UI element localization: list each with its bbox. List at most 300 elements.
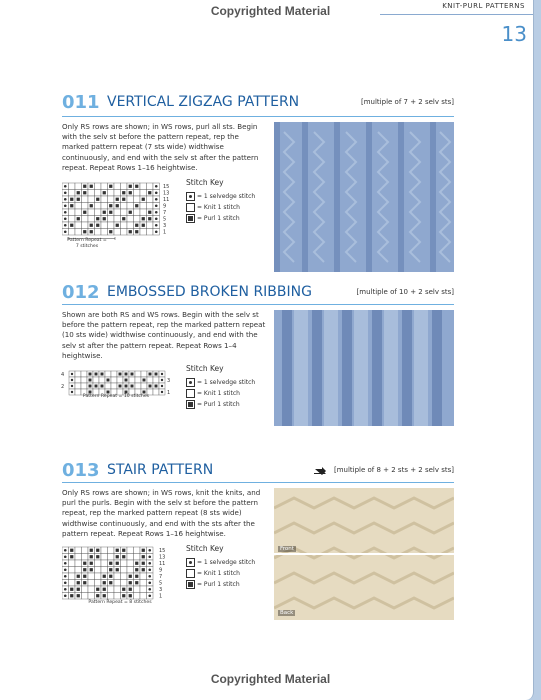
purl-symbol-icon	[135, 204, 138, 207]
purl-symbol-icon	[96, 198, 99, 201]
purl-symbol-icon	[116, 204, 119, 207]
chart-cell	[88, 580, 95, 587]
row-number: 9	[163, 203, 167, 210]
selvedge-symbol-icon	[64, 575, 67, 578]
purl-symbol-icon	[109, 581, 112, 584]
chart-cell	[95, 229, 102, 236]
copyright-notice-top: Copyrighted Material	[210, 4, 331, 18]
stitch-key	[186, 364, 255, 410]
purl-symbol-icon	[103, 588, 106, 591]
selvedge-symbol-icon	[64, 568, 67, 571]
copyright-notice-bottom: Copyrighted Material	[210, 672, 331, 686]
chart-cell	[140, 580, 147, 587]
chart-cell	[108, 190, 115, 197]
chart-cell	[108, 554, 115, 561]
purl-symbol-icon	[96, 224, 99, 227]
chart-cell	[108, 586, 115, 593]
selvedge-symbol-icon	[148, 568, 151, 571]
row-number: 1	[167, 390, 171, 396]
purl-symbol-icon	[186, 580, 195, 589]
purl-symbol-icon	[83, 562, 86, 565]
chart-cell	[108, 216, 115, 223]
chart-cell	[114, 209, 121, 216]
row-number: 13	[159, 554, 166, 561]
chart-cell	[140, 586, 147, 593]
key-row-purl: = Purl 1 stitch	[186, 213, 255, 224]
purl-symbol-icon	[90, 224, 93, 227]
stitch-key	[186, 544, 255, 590]
purl-symbol-icon	[125, 373, 128, 376]
selvedge-symbol-icon	[64, 230, 67, 233]
photo-label-front: Front	[280, 546, 294, 552]
purl-symbol-icon	[122, 191, 125, 194]
selvedge-symbol-icon	[161, 391, 163, 393]
purl-symbol-icon	[119, 373, 122, 376]
selvedge-symbol-icon	[155, 230, 158, 233]
row-number: 11	[163, 197, 170, 203]
stitch-key-title: Stitch Key	[186, 544, 224, 553]
purl-symbol-icon	[70, 204, 73, 207]
chart-cell	[108, 593, 115, 600]
purl-symbol-icon	[103, 575, 106, 578]
purl-symbol-icon	[70, 549, 73, 552]
chart-cell	[88, 216, 95, 223]
selvedge-symbol-icon	[161, 379, 163, 381]
purl-symbol-icon	[70, 198, 73, 201]
purl-symbol-icon	[95, 385, 98, 388]
pattern-repeat-label: Pattern Repeat = 8 stitches	[88, 600, 152, 605]
chart-cell	[69, 560, 76, 567]
purl-symbol-icon	[77, 191, 80, 194]
chart-cell	[95, 190, 102, 197]
selvedge-symbol-icon	[155, 185, 158, 188]
selvedge-symbol-icon	[64, 211, 67, 214]
chart-cell	[95, 203, 102, 210]
chart-cell	[114, 593, 121, 600]
title-rule	[62, 116, 454, 117]
chart-cell	[147, 222, 154, 229]
chart-cell	[82, 196, 89, 203]
chart-cell	[81, 377, 87, 383]
purl-symbol-icon	[103, 594, 106, 597]
row-number: 7	[159, 574, 163, 580]
chart-cell	[134, 209, 141, 216]
chart-cell	[95, 209, 102, 216]
pattern-description: Only RS rows are shown; in WS rows, knit the knits, and purl the purls. Begin with the selv st before the pattern repeat, rep the marked pattern repeat (8 sts wide) widthwise continuously, and end with the sts after the pattern repeat. Repeat Rows 1–16 heightwise.	[62, 488, 261, 538]
chart-cell	[75, 203, 82, 210]
selvedge-symbol-icon	[71, 373, 73, 375]
chart-cell	[75, 371, 81, 377]
chart-cell	[101, 560, 108, 567]
purl-symbol-icon	[142, 568, 145, 571]
purl-symbol-icon	[148, 191, 151, 194]
chart-cell	[114, 190, 121, 197]
chart-cell	[101, 554, 108, 561]
knit-symbol-icon	[186, 389, 195, 398]
chart-cell	[75, 383, 81, 389]
chart-cell	[69, 190, 76, 197]
chart-cell	[88, 573, 95, 580]
chart-cell	[105, 371, 111, 377]
row-number: 1	[159, 593, 163, 600]
key-row-knit: = Knit 1 stitch	[186, 202, 255, 213]
pattern-number: 011	[62, 92, 100, 113]
chart-cell	[121, 209, 128, 216]
purl-symbol-icon	[83, 185, 86, 188]
purl-symbol-icon	[89, 385, 92, 388]
row-number: 1	[163, 229, 167, 236]
pattern-number: 013	[62, 460, 100, 481]
chart-cell	[69, 183, 76, 190]
chart-cell	[127, 547, 134, 554]
chart-cell	[108, 547, 115, 554]
selvedge-symbol-icon	[155, 191, 158, 194]
purl-symbol-icon	[109, 568, 112, 571]
chart-cell	[95, 580, 102, 587]
purl-symbol-icon	[109, 230, 112, 233]
purl-symbol-icon	[135, 185, 138, 188]
selvedge-symbol-icon	[71, 391, 73, 393]
chart-cell	[114, 183, 121, 190]
knit-symbol-icon	[186, 569, 195, 578]
chart-cell	[134, 593, 141, 600]
key-row-selvedge: = 1 selvedge stitch	[186, 557, 255, 568]
selvedge-symbol-icon	[155, 198, 158, 201]
chart-cell	[127, 560, 134, 567]
purl-symbol-icon	[149, 385, 152, 388]
key-row-purl: = Purl 1 stitch	[186, 399, 255, 410]
chart-cell	[127, 222, 134, 229]
chart-cell	[140, 190, 147, 197]
stitch-key-title: Stitch Key	[186, 178, 224, 187]
purl-symbol-icon	[155, 385, 158, 388]
purl-symbol-icon	[116, 562, 119, 565]
chart-cell	[140, 209, 147, 216]
chart-cell	[127, 216, 134, 223]
chart-cell	[147, 196, 154, 203]
chart-cell	[101, 183, 108, 190]
knit-swatch-photo	[274, 488, 454, 620]
chart-cell	[69, 573, 76, 580]
selvedge-symbol-icon	[155, 211, 158, 214]
purl-symbol-icon	[90, 568, 93, 571]
purl-symbol-icon	[103, 217, 106, 220]
purl-symbol-icon	[109, 575, 112, 578]
purl-symbol-icon	[122, 217, 125, 220]
selvedge-symbol-icon	[64, 185, 67, 188]
chart-cell	[141, 371, 147, 377]
selvedge-symbol-icon	[148, 562, 151, 565]
chart-cell	[121, 580, 128, 587]
selvedge-symbol-icon	[71, 385, 73, 387]
purl-symbol-icon	[119, 385, 122, 388]
selvedge-symbol-icon	[155, 217, 158, 220]
chart-cell	[134, 216, 141, 223]
selvedge-symbol-icon	[64, 594, 67, 597]
pattern-title: VERTICAL ZIGZAG PATTERN	[107, 94, 300, 110]
chart-cell	[147, 183, 154, 190]
chart-cell	[75, 560, 82, 567]
purl-symbol-icon	[109, 185, 112, 188]
purl-symbol-icon	[129, 191, 132, 194]
knit-swatch-photo	[274, 122, 454, 272]
purl-symbol-icon	[142, 198, 145, 201]
chart-cell	[82, 216, 89, 223]
selvedge-symbol-icon	[148, 555, 151, 558]
chart-cell	[69, 580, 76, 587]
pattern-repeat-label: Pattern Repeat = 10 stitches	[82, 394, 150, 399]
chart-cell	[114, 229, 121, 236]
chart-cell	[121, 203, 128, 210]
key-row-selvedge: = 1 selvedge stitch	[186, 377, 255, 388]
chart-cell	[75, 183, 82, 190]
row-number: 3	[167, 378, 171, 384]
purl-symbol-icon	[96, 588, 99, 591]
chart-cell	[101, 547, 108, 554]
purl-symbol-icon	[107, 379, 110, 382]
pattern-013-heading	[62, 460, 454, 482]
chart-cell	[134, 586, 141, 593]
purl-symbol-icon	[95, 373, 98, 376]
purl-symbol-icon	[116, 555, 119, 558]
selvedge-symbol-icon	[161, 373, 163, 375]
purl-symbol-icon	[70, 594, 73, 597]
chart-cell	[82, 593, 89, 600]
purl-symbol-icon	[83, 575, 86, 578]
purl-symbol-icon	[186, 214, 195, 223]
purl-symbol-icon	[77, 217, 80, 220]
pattern-multiple: [multiple of 8 + 2 sts + 2 selv sts]	[333, 466, 454, 474]
chart-cell	[75, 567, 82, 574]
chart-cell	[129, 377, 135, 383]
purl-symbol-icon	[90, 230, 93, 233]
purl-symbol-icon	[135, 575, 138, 578]
purl-symbol-icon	[116, 568, 119, 571]
selvedge-symbol-icon	[161, 385, 163, 387]
purl-symbol-icon	[109, 562, 112, 565]
chart-cell	[114, 573, 121, 580]
key-row-selvedge: = 1 selvedge stitch	[186, 191, 255, 202]
purl-symbol-icon	[142, 555, 145, 558]
purl-symbol-icon	[148, 211, 151, 214]
chart-cell	[114, 580, 121, 587]
stitch-key	[186, 178, 255, 224]
purl-symbol-icon	[142, 562, 145, 565]
purl-symbol-icon	[149, 373, 152, 376]
purl-symbol-icon	[125, 379, 128, 382]
chart-cell	[140, 593, 147, 600]
purl-symbol-icon	[103, 191, 106, 194]
chart-cell	[82, 203, 89, 210]
purl-symbol-icon	[129, 594, 132, 597]
selvedge-symbol-icon	[155, 224, 158, 227]
row-number: 3	[159, 587, 163, 593]
pattern-title: EMBOSSED BROKEN RIBBING	[107, 284, 312, 300]
selvedge-symbol-icon	[186, 192, 195, 201]
purl-symbol-icon	[155, 373, 158, 376]
chart-cell	[99, 377, 105, 383]
row-number: 2	[61, 384, 65, 390]
chart-cell	[121, 222, 128, 229]
purl-symbol-icon	[116, 198, 119, 201]
chart-cell	[75, 377, 81, 383]
purl-symbol-icon	[77, 594, 80, 597]
row-number: 11	[159, 561, 166, 567]
chart-cell	[135, 371, 141, 377]
chart-cell	[101, 222, 108, 229]
chart-cell	[88, 196, 95, 203]
chart-cell	[69, 567, 76, 574]
page-number: 13	[501, 22, 527, 46]
selvedge-symbol-icon	[148, 594, 151, 597]
chart-cell	[135, 377, 141, 383]
chart-cell	[121, 573, 128, 580]
key-row-purl: = Purl 1 stitch	[186, 579, 255, 590]
chart-cell	[121, 183, 128, 190]
chart-cell	[134, 190, 141, 197]
purl-symbol-icon	[90, 555, 93, 558]
chart-cell	[134, 547, 141, 554]
pattern-multiple: [multiple of 10 + 2 selv sts]	[356, 288, 454, 296]
knit-swatch-photo	[274, 310, 454, 426]
purl-symbol-icon	[83, 191, 86, 194]
row-number: 5	[163, 216, 167, 223]
chart-cell	[111, 377, 117, 383]
pattern-multiple: [multiple of 7 + 2 selv sts]	[361, 98, 454, 106]
chart-cell	[153, 377, 159, 383]
selvedge-symbol-icon	[186, 558, 195, 567]
chart-cell	[101, 567, 108, 574]
chart-cell	[127, 196, 134, 203]
selvedge-symbol-icon	[64, 555, 67, 558]
purl-symbol-icon	[103, 211, 106, 214]
purl-symbol-icon	[77, 588, 80, 591]
purl-symbol-icon	[129, 230, 132, 233]
selvedge-symbol-icon	[155, 204, 158, 207]
stitch-key-title: Stitch Key	[186, 364, 224, 373]
chart-cell	[114, 216, 121, 223]
chart-cell	[147, 229, 154, 236]
purl-symbol-icon	[142, 549, 145, 552]
purl-symbol-icon	[142, 224, 145, 227]
purl-symbol-icon	[186, 400, 195, 409]
row-number: 9	[159, 567, 163, 574]
purl-symbol-icon	[96, 594, 99, 597]
purl-symbol-icon	[129, 588, 132, 591]
chart-cell	[121, 560, 128, 567]
purl-symbol-icon	[77, 575, 80, 578]
purl-symbol-icon	[122, 198, 125, 201]
purl-symbol-icon	[70, 588, 73, 591]
pattern-repeat-label: Pattern Repeat = 7 stitches	[67, 238, 107, 249]
chart-cell	[75, 209, 82, 216]
chart-cell	[105, 383, 111, 389]
purl-symbol-icon	[142, 217, 145, 220]
purl-symbol-icon	[90, 204, 93, 207]
chart-cell	[95, 567, 102, 574]
row-number: 13	[163, 190, 170, 197]
chart-cell	[82, 222, 89, 229]
pattern-description: Shown are both RS and WS rows. Begin with the selv st before the pattern repeat, rep the marked pattern repeat (10 sts wide) widthwise continuously, and end with the selv st after the pattern repeat. Repeat Rows 1–4 heightwise.	[62, 310, 266, 360]
purl-symbol-icon	[122, 588, 125, 591]
selvedge-symbol-icon	[64, 198, 67, 201]
purl-symbol-icon	[122, 555, 125, 558]
chart-cell	[82, 554, 89, 561]
pattern-description: Only RS rows are shown; in WS rows, purl all sts. Begin with the selv st before the pattern repeat, rep the marked pattern repeat (7 sts wide) widthwise continuously, and end with the selv st after the pattern repeat. Repeat Rows 1–16 heightwise.	[62, 122, 259, 172]
purl-symbol-icon	[116, 549, 119, 552]
selvedge-symbol-icon	[64, 204, 67, 207]
chart-cell	[81, 371, 87, 377]
purl-symbol-icon	[125, 385, 128, 388]
chart-cell	[75, 547, 82, 554]
chart-cell	[101, 203, 108, 210]
purl-symbol-icon	[135, 224, 138, 227]
chart-cell	[140, 183, 147, 190]
selvedge-symbol-icon	[148, 575, 151, 578]
chart-cell	[147, 203, 154, 210]
chart-cell	[134, 196, 141, 203]
pattern-number: 012	[62, 282, 100, 303]
purl-symbol-icon	[131, 373, 134, 376]
selvedge-symbol-icon	[64, 588, 67, 591]
purl-symbol-icon	[135, 562, 138, 565]
chart-cell	[141, 383, 147, 389]
chart-cell	[114, 586, 121, 593]
chart-cell	[82, 547, 89, 554]
chart-cell	[117, 377, 123, 383]
chart-cell	[101, 229, 108, 236]
chart-cell	[81, 383, 87, 389]
chart-cell	[127, 203, 134, 210]
selvedge-symbol-icon	[71, 379, 73, 381]
selvedge-symbol-icon	[64, 581, 67, 584]
purl-symbol-icon	[135, 568, 138, 571]
title-rule	[62, 304, 454, 305]
selvedge-symbol-icon	[64, 191, 67, 194]
purl-symbol-icon	[90, 562, 93, 565]
selvedge-symbol-icon	[148, 549, 151, 552]
selvedge-symbol-icon	[64, 562, 67, 565]
chart-cell	[69, 209, 76, 216]
chart-cell	[75, 222, 82, 229]
row-number: 5	[159, 580, 163, 587]
selvedge-symbol-icon	[186, 378, 195, 387]
chart-cell	[75, 229, 82, 236]
purl-symbol-icon	[135, 581, 138, 584]
header-rule	[380, 14, 533, 15]
purl-symbol-icon	[129, 185, 132, 188]
purl-symbol-icon	[96, 549, 99, 552]
selvedge-symbol-icon	[64, 217, 67, 220]
selvedge-symbol-icon	[148, 588, 151, 591]
row-number: 15	[159, 548, 166, 554]
purl-symbol-icon	[90, 185, 93, 188]
purl-symbol-icon	[89, 373, 92, 376]
row-number: 7	[163, 210, 167, 216]
chart-cell	[127, 567, 134, 574]
chart-cell	[82, 586, 89, 593]
purl-symbol-icon	[77, 581, 80, 584]
purl-symbol-icon	[83, 568, 86, 571]
chart-cell	[88, 593, 95, 600]
purl-symbol-icon	[129, 211, 132, 214]
chart-cell	[69, 229, 76, 236]
selvedge-symbol-icon	[64, 549, 67, 552]
chart-cell	[111, 371, 117, 377]
chart-cell	[101, 196, 108, 203]
photo-label-back: Back	[280, 610, 294, 616]
purl-symbol-icon	[143, 379, 146, 382]
